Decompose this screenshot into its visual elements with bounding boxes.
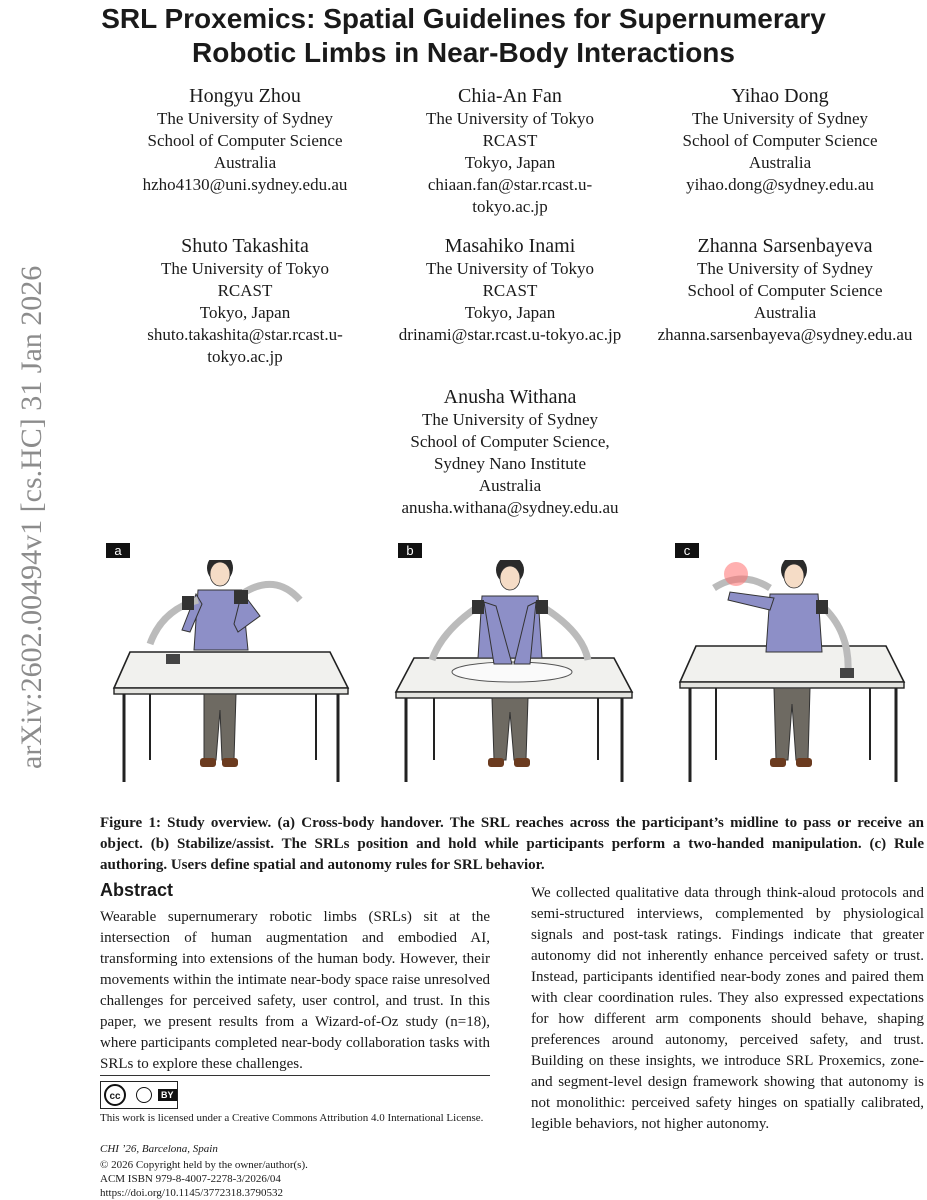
author-name: Yihao Dong xyxy=(731,85,829,107)
table xyxy=(680,646,904,782)
footer-divider xyxy=(100,1075,490,1076)
author-email[interactable]: shuto.takashita@star.rcast.u- xyxy=(147,325,343,344)
author-affiliation: School of Computer Science xyxy=(682,131,878,150)
author-name: Masahiko Inami xyxy=(444,235,576,257)
author-block xyxy=(648,84,912,196)
abstract-column-1: Wearable supernumerary robotic limbs (SRLs) sit at the intersection of human augmentation and embodied AI, transforming into extensions of the human body. However, their movements within the intimate near-body space raise unresolved challenges for perceived safety, user control, and trust. In this paper, we present results from a Wizard-of-Oz study (n=18), where participants completed near-body collaboration tasks with SRLs to explore these challenges. xyxy=(100,909,490,1072)
author-affiliation: The University of Tokyo xyxy=(426,109,594,128)
author-affiliation: School of Computer Science xyxy=(687,281,883,300)
author-name: Shuto Takashita xyxy=(181,235,309,257)
author-block xyxy=(378,234,642,346)
paper-title xyxy=(0,2,927,70)
title-line-1: SRL Proxemics: Spatial Guidelines for Supernumerary xyxy=(101,3,826,34)
author-block xyxy=(390,84,630,218)
author-affiliation: Tokyo, Japan xyxy=(464,153,556,172)
author-name: Chia-An Fan xyxy=(458,85,562,107)
panel-label-a: a xyxy=(106,543,130,558)
panel-label-c: c xyxy=(675,543,699,558)
author-name: Zhanna Sarsenbayeva xyxy=(697,235,873,257)
author-affiliation: The University of Sydney xyxy=(696,259,874,278)
author-block xyxy=(125,84,365,196)
doi-link[interactable]: https://doi.org/10.1145/3772318.3790532 xyxy=(100,1187,284,1199)
author-email[interactable]: tokyo.ac.jp xyxy=(207,347,283,366)
author-affiliation: The University of Sydney xyxy=(156,109,334,128)
author-affiliation: Australia xyxy=(478,476,542,495)
figure-panel-b-illustration xyxy=(392,560,652,782)
venue-note: CHI ’26, Barcelona, Spain xyxy=(100,1143,218,1155)
author-email[interactable]: tokyo.ac.jp xyxy=(472,197,548,216)
author-name: Hongyu Zhou xyxy=(189,85,301,107)
author-affiliation: The University of Tokyo xyxy=(161,259,329,278)
author-email[interactable]: drinami@star.rcast.u-tokyo.ac.jp xyxy=(398,325,622,344)
creative-commons-badge[interactable] xyxy=(100,1081,178,1109)
cc-by-badge-text: BY xyxy=(158,1089,177,1101)
author-email[interactable]: anusha.withana@sydney.edu.au xyxy=(401,498,619,517)
attribution-person-icon xyxy=(136,1087,152,1103)
abstract-column-2: We collected qualitative data through think-aloud protocols and semi-structured interviews, complemented by physiological signals and post-task ratings. Findings indicate that greater autonomy did not inherently enhance perceived safety or trust. Instead, participants identified near-body zones and paired them with clear coordination rules. They also expressed expectations for how different arm components should behave, shaping preferences around autonomy, perceived safety, and trust. Building on these insights, we introduce SRL Proxemics, zone- and segment-level design framework showing that autonomy is not monolithic: perceived safety hinges on spatially calibrated, legible behaviors, not higher autonomy. xyxy=(531,885,924,1132)
author-email[interactable]: chiaan.fan@star.rcast.u- xyxy=(427,175,593,194)
author-affiliation: RCAST xyxy=(482,131,538,150)
isbn-note: ACM ISBN 979-8-4007-2278-3/2026/04 xyxy=(100,1173,281,1185)
author-affiliation: The University of Sydney xyxy=(421,410,599,429)
author-email[interactable]: zhanna.sarsenbayeva@sydney.edu.au xyxy=(657,325,913,344)
author-affiliation: The University of Sydney xyxy=(691,109,869,128)
author-affiliation: Australia xyxy=(748,153,812,172)
license-note: This work is licensed under a Creative Commons Attribution 4.0 International License. xyxy=(100,1112,484,1124)
copyright-note: © 2026 Copyright held by the owner/author(s). xyxy=(100,1159,308,1171)
author-affiliation: Tokyo, Japan xyxy=(464,303,556,322)
author-block xyxy=(648,234,922,346)
abstract-heading: Abstract xyxy=(100,880,174,900)
author-name: Anusha Withana xyxy=(443,386,577,408)
cc-icon: cc xyxy=(104,1084,126,1106)
author-affiliation: RCAST xyxy=(217,281,273,300)
author-affiliation: RCAST xyxy=(482,281,538,300)
author-affiliation: School of Computer Science xyxy=(147,131,343,150)
author-affiliation: The University of Tokyo xyxy=(426,259,594,278)
author-affiliation: School of Computer Science, xyxy=(410,432,610,451)
figure-panel-a-illustration xyxy=(110,560,370,782)
author-affiliation: Sydney Nano Institute xyxy=(433,454,587,473)
arxiv-identifier[interactable]: arXiv:2602.00494v1 [cs.HC] 31 Jan 2026 xyxy=(15,265,48,769)
author-affiliation: Australia xyxy=(213,153,277,172)
author-block xyxy=(125,234,365,368)
author-affiliation: Tokyo, Japan xyxy=(199,303,291,322)
author-affiliation: Australia xyxy=(753,303,817,322)
highlight-glow xyxy=(724,562,748,586)
author-email[interactable]: hzho4130@uni.sydney.edu.au xyxy=(142,175,348,194)
author-email[interactable]: yihao.dong@sydney.edu.au xyxy=(686,175,874,194)
figure-panel-c-illustration xyxy=(670,560,924,782)
figure-caption: Figure 1: Study overview. (a) Cross-body handover. The SRL reaches across the participant’s midline to pass or receive an object. (b) Stabilize/assist. The SRLs position and hold while participants perform a two-handed manipulation. (c) Rule authoring. Users define spatial and autonomy rules for SRL behavior. xyxy=(100,815,924,873)
panel-label-b: b xyxy=(398,543,422,558)
title-line-2: Robotic Limbs in Near-Body Interactions xyxy=(192,37,735,68)
author-block xyxy=(380,385,640,519)
